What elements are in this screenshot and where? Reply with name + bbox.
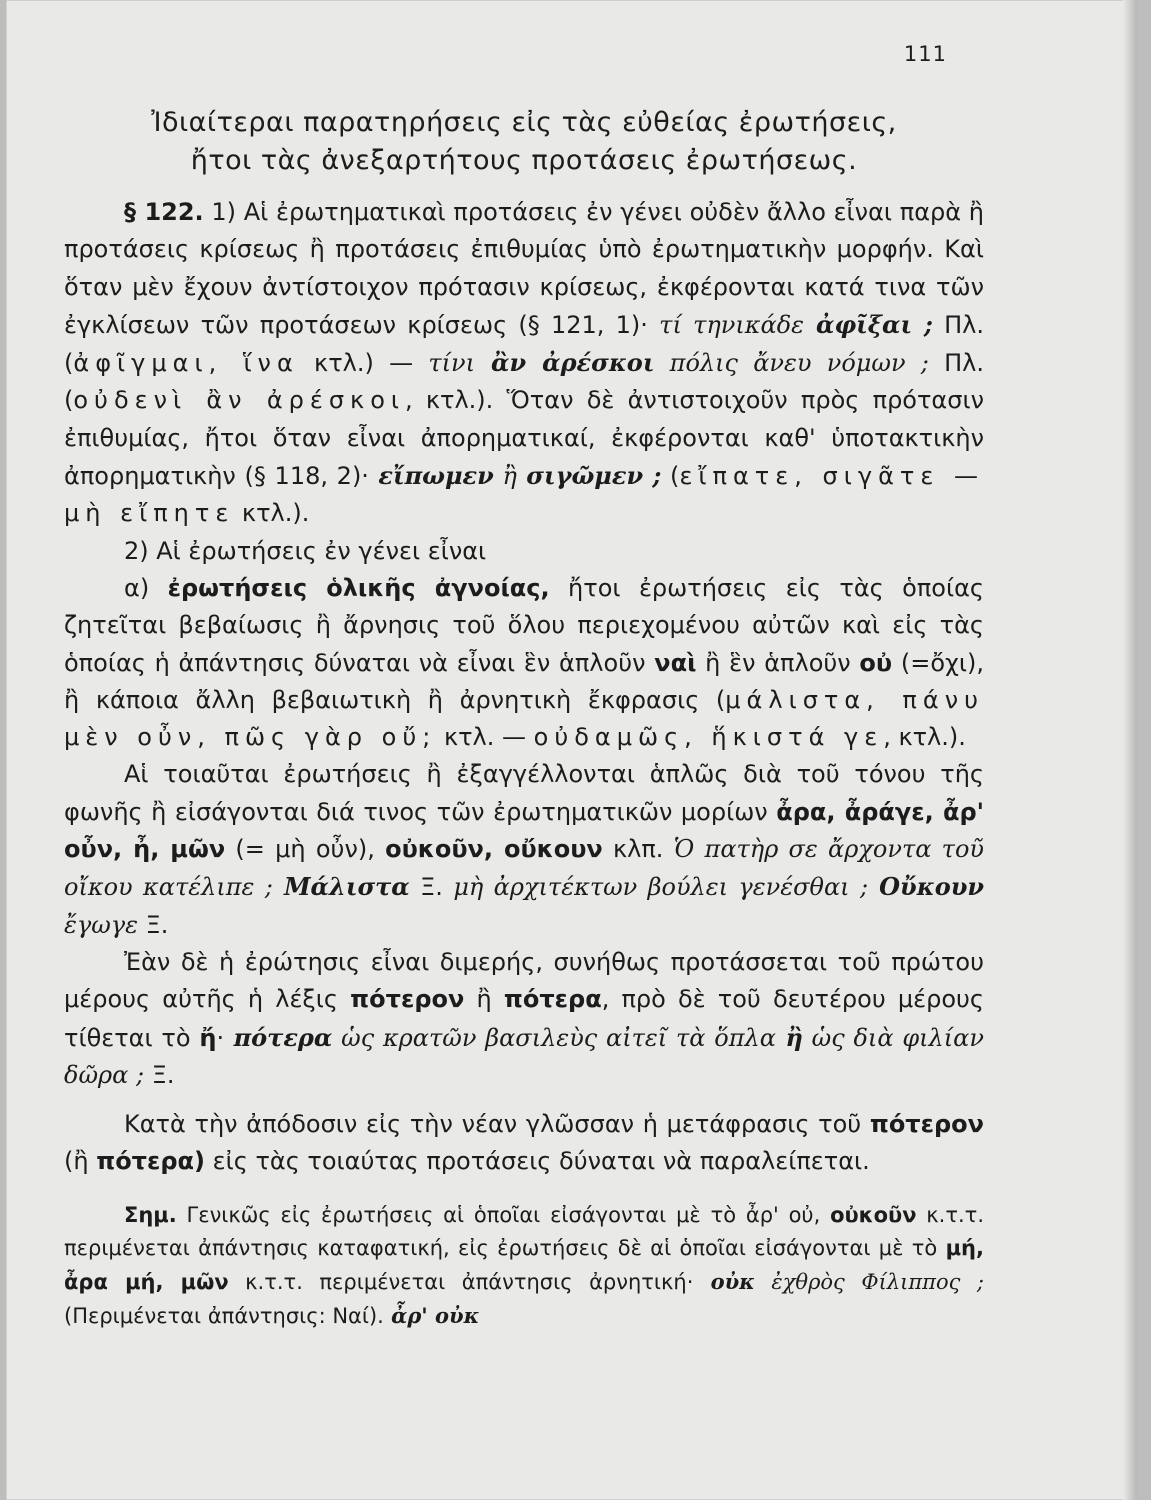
heading-line-2: ἤτοι τὰς ἀνεξαρτήτους προτάσεις ἐρωτήσεως. — [190, 145, 858, 176]
paragraph-122-2a — [64, 570, 984, 756]
page-edge-shadow — [1123, 0, 1137, 1500]
text-run: κλπ. — [602, 835, 664, 864]
text-run: εἰς τὰς τοιαύτας προτάσεις δύναται νὰ παραλείπεται. — [205, 1147, 870, 1176]
example-bold: ἢ — [775, 1022, 803, 1052]
example-bold: πότερα — [224, 1022, 333, 1052]
text-run: Ξ. — [409, 873, 443, 902]
paragraph-translation — [64, 1106, 984, 1181]
text-run: ἤτοι ἐρωτήσεις εἰς τὰς ὁποίας ζητεῖται βεβαίωσις ἢ ἄρνησις τοῦ ὅλου περιεχομένου αὐτῶν καὶ εἰς τὰς ὁποίας ἡ ἀπάντησις δύναται νὰ εἶναι ἓν ἁπλοῦν — [64, 573, 985, 677]
text-run: Πλ. ( — [64, 310, 985, 378]
paragraph-particles — [64, 756, 984, 943]
page-body — [64, 104, 984, 1333]
text-run: ἢ — [464, 985, 504, 1014]
term-bold: πότερα) — [96, 1147, 205, 1176]
text-run: κτλ.). — [234, 499, 310, 528]
spaced-translation: μάλιστα, πάνυ μὲν οὖν, πῶς γὰρ οὔ; — [64, 685, 984, 752]
spaced-translation: οὐδαμῶς, ἥκιστά γε — [533, 723, 884, 752]
term-bold: ἆρα, ἆράγε, ἆρ' οὖν, ἦ, μῶν — [64, 797, 984, 864]
example-italic: ὡς διὰ φιλίαν δῶρα ; — [64, 1023, 984, 1089]
text-run: α) — [124, 573, 168, 602]
term-bold: ἐρωτήσεις ὁλικῆς ἀγνοίας, — [167, 573, 550, 602]
example-italic: μὴ ἀρχιτέκτων βούλει γενέσθαι ; — [442, 873, 869, 902]
spaced-translation: εἴπατε, σιγᾶτε — μὴ εἴπητε — [64, 462, 984, 528]
term-bold: ναὶ — [654, 648, 697, 677]
paragraph-122-1 — [64, 194, 984, 533]
term-bold: οὐκοῦν — [830, 1202, 917, 1227]
book-page — [6, 0, 1137, 1500]
spaced-translation: ἀφῖγμαι, ἵνα — [73, 349, 299, 378]
term-bold: οὐκοῦν, οὔκουν — [385, 835, 603, 864]
example-bold: ἀφῖξαι ; — [804, 309, 933, 339]
note-label: Σημ. — [124, 1202, 177, 1227]
text-run: (Περιμένεται ἀπάντησις: Ναί). — [64, 1303, 384, 1328]
text-run: Ξ. — [138, 910, 169, 939]
term-bold: πότερον — [869, 1110, 984, 1139]
text-run: , κτλ.). Ὅταν δὲ ἀντιστοιχοῦν πρὸς πρότασιν ἐπιθυμίας, ἤτοι ὅταν εἶναι ἀπορηματικαί, ἐκφέρονται καθ' ὑποτακτικὴν ἀπορηματικὴν (§ 118, 2)· — [64, 386, 984, 491]
paragraph-poteron — [64, 944, 984, 1094]
heading-line-1: Ἰδιαίτεραι παρατηρήσεις εἰς τὰς εὐθείας ἐρωτήσεις, — [151, 107, 897, 138]
text-run: Ξ. — [144, 1060, 175, 1089]
text-run: κ.τ.τ. περιμένεται ἀπάντησις καταφατική, εἰς ἐρωτήσεις δὲ αἱ ὁποῖαι εἰσάγονται μὲ τὸ — [64, 1202, 984, 1260]
example-bold: εἴπωμεν — [368, 461, 494, 491]
text-run: ( — [661, 462, 680, 491]
term-bold: πότερον — [350, 985, 465, 1014]
text-run: Γενικῶς εἰς ἐρωτήσεις αἱ ὁποῖαι εἰσάγονται μὲ τὸ ἆρ' οὐ, — [176, 1202, 831, 1227]
example-italic: Ὁ πατὴρ σε ἄρχοντα τοῦ οἴκου κατέλιπε ; — [64, 835, 984, 902]
example-bold: Μάλιστα — [272, 872, 410, 902]
example-bold: Οὔκουν — [868, 872, 985, 902]
text-run: , κτλ.). — [883, 723, 966, 752]
text-run: κτλ.) — — [298, 349, 414, 378]
text-run: 1) Αἱ ἐρωτηματικαὶ προτάσεις ἐν γένει οὐδὲν ἄλλο εἶναι παρὰ ἢ προτάσεις κρίσεως ἢ προτάσεις ἐπιθυμίας ὑπὸ ἐρωτηματικὴν μορφήν. Καὶ ὅταν μὲν ἔχουν ἀντίστοιχον πρότασιν κρίσεως, ἐκφέρονται κατά τινα τῶν ἐγκλίσεων τῶν προτάσεων κρίσεως (§ 121, 1)· — [64, 198, 984, 339]
term-bold: μή, ἆρα μή, μῶν — [64, 1235, 984, 1294]
text-run: Αἱ τοιαῦται ἐρωτήσεις ἢ ἐξαγγέλλονται ἁπλῶς διὰ τοῦ τόνου τῆς φωνῆς ἢ εἰσάγονται διά τινος τῶν ἐρωτηματικῶν μορίων — [64, 760, 984, 826]
text-run: , πρὸ δὲ τοῦ δευτέρου μέρους τίθεται τὸ — [64, 985, 985, 1052]
term-bold: οὐ — [859, 648, 893, 677]
page-number: 111 — [903, 42, 947, 66]
note-paragraph — [64, 1199, 984, 1333]
text-run: Ἐὰν δὲ ἡ ἐρώτησις εἶναι διμερής, συνήθως προτάσσεται τοῦ πρώτου μέρους αὐτῆς ἡ λέξις — [64, 947, 984, 1014]
example-italic: ἔγωγε — [64, 910, 139, 939]
text-run: (= μὴ οὖν), — [225, 835, 386, 864]
term-bold: πότερα — [503, 985, 602, 1014]
text-run: Πλ. ( — [64, 349, 985, 415]
example-italic: τί τηνικάδε — [647, 310, 805, 339]
text-run: κ.τ.τ. περιμένεται ἀπάντησις ἀρνητική· — [228, 1269, 694, 1294]
example-italic: ὡς κρατῶν βασιλεὺς αἰτεῖ τὰ ὅπλα — [332, 1023, 776, 1052]
paragraph-122-2: 2) Αἱ ἐρωτήσεις ἐν γένει εἶναι — [124, 536, 487, 565]
text-run: (ἢ — [64, 1147, 97, 1176]
term-bold: ἤ — [199, 1023, 217, 1052]
example-bold: ἂν ἀρέσκοι — [475, 348, 655, 378]
text-run: κτλ. — — [436, 723, 534, 752]
example-italic: ἐχθρὸς Φίλιππος ; — [754, 1269, 984, 1294]
example-italic: τίνι — [413, 349, 476, 378]
text-run: (=ὄχι), ἢ κάποια ἄλλη βεβαιωτικὴ ἢ ἀρνητικὴ ἔκφρασις ( — [64, 648, 984, 714]
text-run: · — [216, 1023, 225, 1052]
section-number: § 122. — [124, 198, 204, 226]
spaced-translation: οὐδενὶ ἂν ἀρέσκοι — [73, 386, 406, 415]
example-bold: σιγῶμεν ; — [516, 461, 662, 491]
example-bold: ἆρ' οὐκ — [383, 1302, 480, 1328]
example-italic: πόλις ἄνευ νόμων ; — [654, 349, 929, 378]
section-heading — [64, 104, 984, 180]
text-run: Κατὰ τὴν ἀπόδοσιν εἰς τὴν νέαν γλῶσσαν ἡ μετάφρασις τοῦ — [124, 1110, 870, 1139]
example-italic: ἢ — [493, 462, 517, 491]
example-bold: οὐκ — [693, 1268, 755, 1294]
text-run: ἢ ἓν ἁπλοῦν — [696, 648, 860, 677]
